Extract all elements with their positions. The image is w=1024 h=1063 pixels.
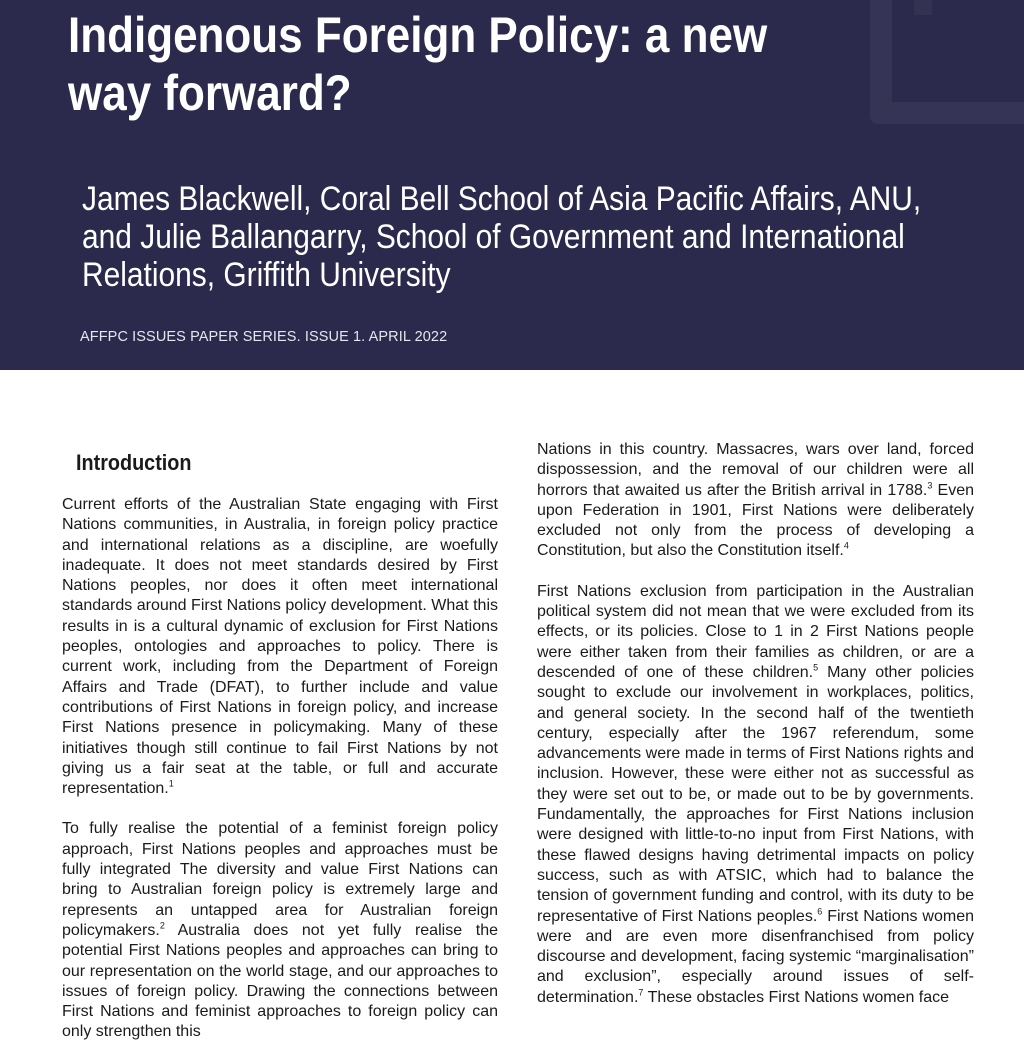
series-info: AFFPC ISSUES PAPER SERIES. ISSUE 1. APRIL 2022: [80, 329, 448, 345]
paragraph-text: Even upon Federation in 1901, First Nations were deliberately excluded not only from the process of developing a Constitution, but also the Constitution itself.: [537, 481, 974, 560]
footnote-ref: 7: [638, 987, 644, 998]
paragraph-text: Australia does not yet fully realise the potential First Nations peoples and approaches can bring to our representation on the world stage, and our approaches to issues of foreign policy. Drawing the connections between First Nations and feminist approaches to foreign policy can only strengthen this: [62, 921, 498, 1041]
footnote-ref: 5: [813, 662, 819, 673]
decorative-frame: [870, 0, 1024, 124]
paragraph: [62, 495, 498, 799]
footnote-ref: 2: [159, 920, 165, 931]
paragraph-text: First Nations women were and are even more disenfranchised from policy discourse and development, facing systemic “marginalisation” and exclusion”, especially around issues of self-determination.: [537, 907, 975, 1006]
section-heading-introduction: Introduction: [76, 450, 192, 475]
footnote-ref: 6: [817, 906, 823, 917]
footnote-ref: 4: [843, 541, 849, 552]
footnote-ref: 3: [927, 480, 933, 491]
right-column: [537, 440, 974, 1028]
author-affiliations: James Blackwell, Coral Bell School of Asia Pacific Affairs, ANU, and Julie Ballangarry, School of Government and International Relations, Griffith University: [82, 180, 922, 294]
footnote-ref: 1: [168, 778, 174, 789]
paragraph: [537, 582, 974, 1008]
paragraph-text: These obstacles First Nations women face: [643, 988, 950, 1006]
paragraph-text: First Nations exclusion from participation in the Australian political system did not mean that we were excluded from its effects, or its policies. Close to 1 in 2 First Nations people were either taken from their families as children, or are a descended of one of these children.: [537, 582, 974, 681]
document-title: Indigenous Foreign Policy: a new way forward?: [68, 7, 768, 121]
paragraph: [537, 440, 974, 562]
paragraph-text: Many other policies sought to exclude our involvement in workplaces, politics, and general society. In the second half of the twentieth century, especially after the 1967 referendum, some advancements were made in terms of First Nations rights and inclusion. However, these were either not as successful as they were set out to be, or made out to be by governments. Fundamentally, the approaches for First Nations inclusion were designed with little-to-no input from First Nations, with these flawed designs having detrimental impacts on policy success, such as with ATSIC, which had to balance the tension of government funding and control, with its duty to be representative of First Nations peoples.: [537, 663, 974, 925]
left-column: [62, 495, 498, 1063]
decorative-bar: [914, 0, 932, 15]
paragraph-text: Nations in this country. Massacres, wars over land, forced dispossession, and the removal of our children were all horrors that awaited us after the British arrival in 1788.: [537, 441, 974, 499]
header-banner: [0, 0, 1024, 370]
paragraph-text: To fully realise the potential of a feminist foreign policy approach, First Nations peoples and approaches must be fully integrated The diversity and value First Nations can bring to Australian foreign policy is extremely large and represents an untapped area for Australian foreign policymakers.: [62, 820, 498, 939]
paragraph-text: Current efforts of the Australian State engaging with First Nations communities, in Australia, in foreign policy practice and international relations as a discipline, are woefully inadequate. It does not meet standards desired by First Nations peoples, nor does it often meet international standards around First Nations policy development. What this results in is a cultural dynamic of exclusion for First Nations peoples, ontologies and approaches to policy. There is current work, including from the Department of Foreign Affairs and Trade (DFAT), to further include and value contributions of First Nations in foreign policy, and increase First Nations presence in policymaking. Many of these initiatives though still continue to fail First Nations by not giving us a fair seat at the table, or full and accurate representation.: [62, 496, 498, 798]
paragraph: [62, 819, 498, 1042]
